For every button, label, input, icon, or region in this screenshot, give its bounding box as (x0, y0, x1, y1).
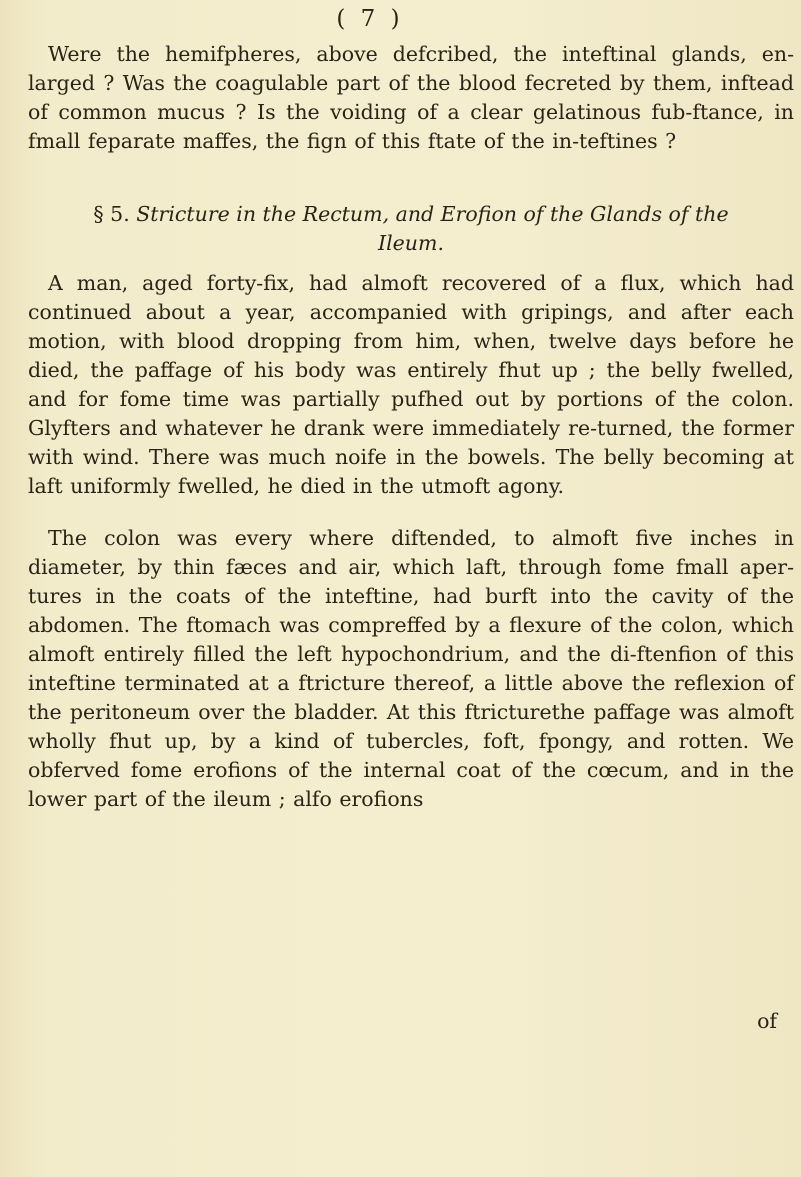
catchword: of (757, 1009, 777, 1033)
section-title-line1: Stricture in the Rectum, and Erofion of the Glands of the (136, 202, 729, 226)
section-number: § 5. (93, 202, 130, 226)
paragraph-case-history: A man, aged forty-fix, had almoft recovered of a flux, which had continued about a year, accompanied with gripings, and after each motion, with blood dropping from him, when, twelve days before he died, the paffage of his body was entirely fhut up ; the belly fwelled, and for fome time was partially pufhed out by portions of the colon. Glyfters and whatever he drank were immediately re-turned, the former with wind. There was much noife in the bowels. The belly becoming at laft uniformly fwelled, he died in the utmoft agony. (28, 271, 794, 498)
paragraph-gap (28, 501, 794, 524)
section-heading (28, 200, 794, 258)
page-number: ( 7 ) (336, 6, 404, 32)
section-title-line2: Ileum. (378, 231, 444, 255)
paragraph-questions: Were the hemifpheres, above defcribed, the inteftinal glands, en-larged ? Was the coagulable part of the blood fecreted by them, inftead of common mucus ? Is the voiding of a clear gelatinous fub-ftance, in fmall feparate maffes, the fign of this ftate of the in-teftines ? (28, 42, 794, 153)
page-content (28, 40, 794, 814)
paragraph-dissection: The colon was every where diftended, to almoft five inches in diameter, by thin fæces and air, which laft, through fome fmall aper-tures in the coats of the inteftine, had burft into the cavity of the abdomen. The ftomach was compreffed by a flexure of the colon, which almoft entirely filled the left hypochondrium, and the di-ftenfion of this inteftine terminated at a ftricture thereof, a little above the reflexion of the peritoneum over the bladder. At this ftricturethe paffage was almoft wholly fhut up, by a kind of tubercles, foft, fpongy, and rotten. We obferved fome erofions of the internal coat of the cœcum, and in the lower part of the ileum ; alfo erofions (28, 526, 794, 811)
